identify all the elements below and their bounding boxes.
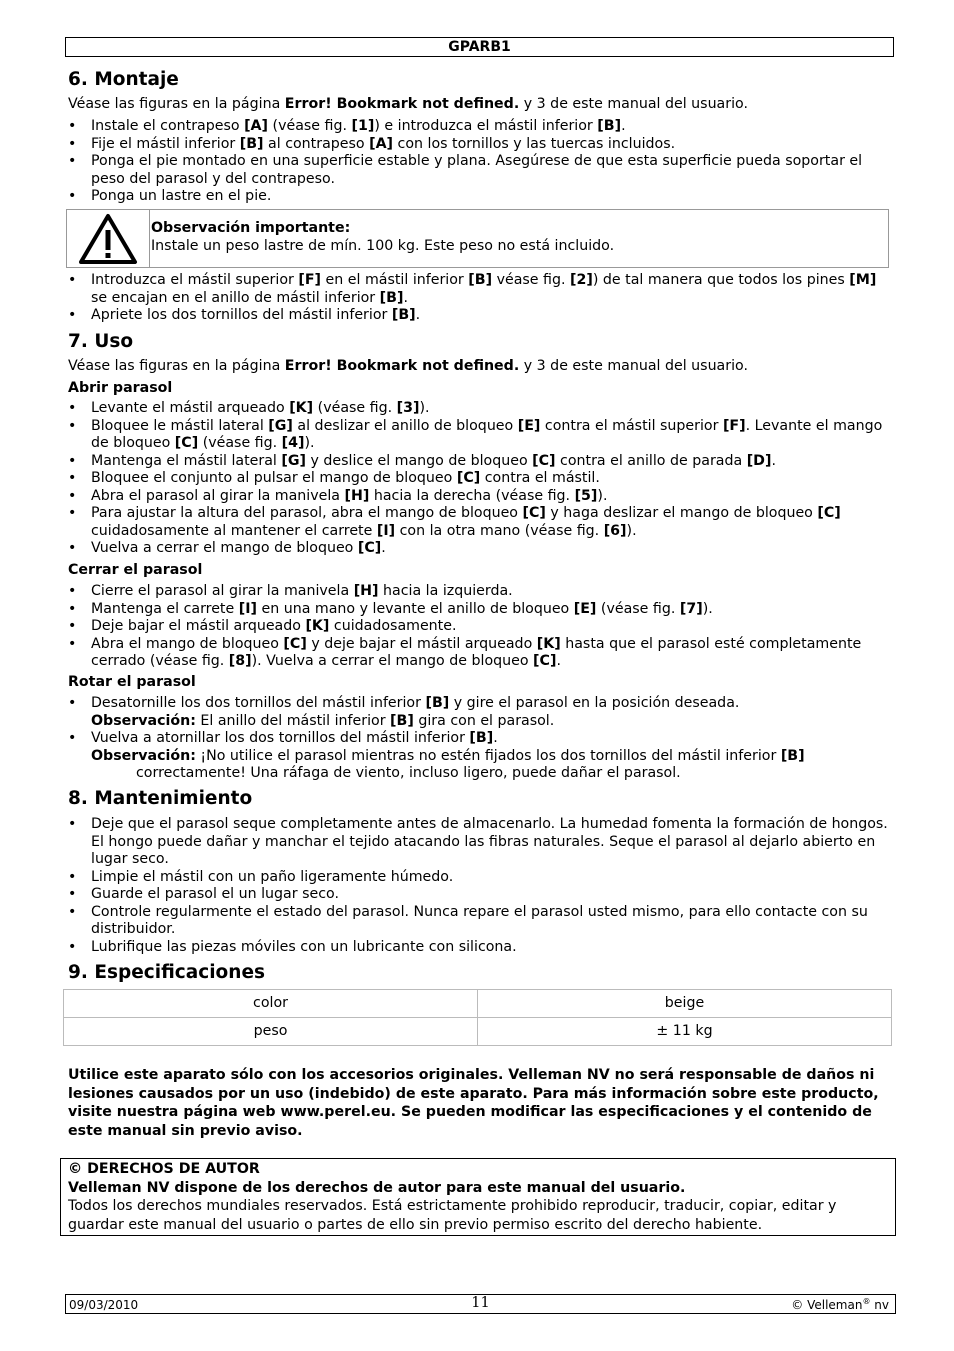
subheading-cerrar: Cerrar el parasol (68, 562, 203, 578)
section-title-montaje: 6. Montaje (68, 69, 179, 90)
spec-value: beige (478, 990, 892, 1018)
mantenimiento-list (68, 816, 894, 956)
spec-label: color (64, 990, 478, 1018)
list-item: • Ponga un lastre en el pie. (68, 188, 894, 206)
montaje-list-1 (68, 118, 894, 206)
page-footer (65, 1294, 896, 1314)
uso-intro: Véase las figuras en la página Error! Bookmark not defined. y 3 de este manual del usuario. (68, 358, 748, 374)
rotar-list (68, 695, 894, 783)
table-row (64, 1018, 892, 1046)
table-row (64, 990, 892, 1018)
warning-icon (67, 210, 150, 267)
document-header (65, 37, 894, 57)
montaje-list-2 (68, 272, 894, 325)
subheading-rotar: Rotar el parasol (68, 674, 196, 690)
spec-value: ± 11 kg (478, 1018, 892, 1046)
list-item: • Bloquee le mástil lateral [G] al deslizar el anillo de bloqueo [E] contra el mástil superior [F]. Levante el mango de bloqueo [C] (véase fig. [4]). (68, 418, 894, 453)
list-item: • Ponga el pie montado en una superficie estable y plana. Asegúrese de que esta superficie pueda soportar el peso del parasol y del contrapeso. (68, 153, 894, 188)
section-title-especificaciones: 9. Especificaciones (68, 962, 265, 983)
list-item: • Introduzca el mástil superior [F] en el mástil inferior [B] véase fig. [2]) de tal manera que todos los pines [M] se encajan en el anillo de mástil inferior [B]. (68, 272, 894, 307)
list-item: • Cierre el parasol al girar la manivela [H] hacia la izquierda. (68, 583, 894, 601)
spec-label: peso (64, 1018, 478, 1046)
list-item: • Limpie el mástil con un paño ligeramente húmedo. (68, 869, 894, 887)
spec-table (63, 989, 892, 1046)
list-item: • Mantenga el mástil lateral [G] y deslice el mango de bloqueo [C] contra el anillo de parada [D]. (68, 453, 894, 471)
list-item: • Vuelva a atornillar los dos tornillos del mástil inferior [B]. Observación: ¡No utilice el parasol mientras no estén fijados los dos tornillos del mástil inferior [B] correctamente! Una ráfaga de viento, incluso ligero, puede dañar el parasol. (68, 730, 894, 783)
list-item: • Guarde el parasol el un lugar seco. (68, 886, 894, 904)
list-item: • Instale el contrapeso [A] (véase fig. [1]) e introduzca el mástil inferior [B]. (68, 118, 894, 136)
disclaimer: Utilice este aparato sólo con los accesorios originales. Velleman NV no será responsable de daños ni lesiones causados por un uso (indebido) de este aparato. Para más información sobre este producto, visite nuestra página web www.perel.eu. Se pueden modificar las especificaciones y el contenido de este manual sin previo aviso. (68, 1067, 879, 1139)
list-item: • Desatornille los dos tornillos del mástil inferior [B] y gire el parasol en la posición deseada. Observación: El anillo del mástil inferior [B] gira con el parasol. (68, 695, 894, 730)
warning-text (151, 220, 614, 255)
list-item: • Abra el parasol al girar la manivela [H] hacia la derecha (véase fig. [5]). (68, 488, 894, 506)
footer-date: 09/03/2010 (69, 1298, 139, 1312)
list-item: • Deje que el parasol seque completamente antes de almacenarlo. La humedad fomenta la formación de hongos. El hongo puede dañar y manchar el tejido atacando las fibras naturales. Seque el parasol al dejarlo abierto en lugar seco. (68, 816, 894, 869)
abrir-list (68, 400, 894, 558)
copyright-title: © DERECHOS DE AUTOR (68, 1161, 260, 1177)
page-number: 11 (471, 1295, 490, 1311)
list-item: • Abra el mango de bloqueo [C] y deje bajar el mástil arqueado [K] hasta que el parasol esté completamente cerrado (véase fig. [8]). Vuelva a cerrar el mango de bloqueo [C]. (68, 636, 894, 671)
list-item: • Bloquee el conjunto al pulsar el mango de bloqueo [C] contra el mástil. (68, 470, 894, 488)
document-code: GPARB1 (448, 39, 511, 55)
list-item: • Apriete los dos tornillos del mástil inferior [B]. (68, 307, 894, 325)
copyright-line1: Velleman NV dispone de los derechos de autor para este manual del usuario. (68, 1179, 686, 1196)
warning-body: Instale un peso lastre de mín. 100 kg. Este peso no está incluido. (151, 237, 615, 254)
list-item: • Levante el mástil arqueado [K] (véase fig. [3]). (68, 400, 894, 418)
warning-box (66, 209, 889, 268)
list-item: • Mantenga el carrete [I] en una mano y levante el anillo de bloqueo [E] (véase fig. [7]). (68, 601, 894, 619)
warning-title: Observación importante: (151, 220, 351, 236)
list-item: • Lubrifique las piezas móviles con un lubricante con silicona. (68, 939, 894, 957)
list-item: • Vuelva a cerrar el mango de bloqueo [C]. (68, 540, 894, 558)
section-title-mantenimiento: 8. Mantenimiento (68, 788, 253, 809)
montaje-intro: Véase las figuras en la página Error! Bookmark not defined. y 3 de este manual del usuario. (68, 96, 748, 112)
list-item: • Para ajustar la altura del parasol, abra el mango de bloqueo [C] y haga deslizar el mango de bloqueo [C] cuidadosamente al mantener el carrete [I] con la otra mano (véase fig. [6]). (68, 505, 894, 540)
list-item: • Controle regularmente el estado del parasol. Nunca repare el parasol usted mismo, para ello contacte con su distribuidor. (68, 904, 894, 939)
cerrar-list (68, 583, 894, 671)
copyright-line2: Todos los derechos mundiales reservados. Está estrictamente prohibido reproducir, traducir, copiar, editar y guardar este manual del usuario o partes de ello sin previo permiso escrito del derecho habiente. (68, 1198, 837, 1233)
section-title-uso: 7. Uso (68, 331, 134, 352)
subheading-abrir: Abrir parasol (68, 380, 173, 396)
footer-brand: © Velleman® nv (791, 1297, 889, 1312)
copyright-box (60, 1158, 896, 1236)
list-item: • Fije el mástil inferior [B] al contrapeso [A] con los tornillos y las tuercas incluidos. (68, 136, 894, 154)
list-item: • Deje bajar el mástil arqueado [K] cuidadosamente. (68, 618, 894, 636)
